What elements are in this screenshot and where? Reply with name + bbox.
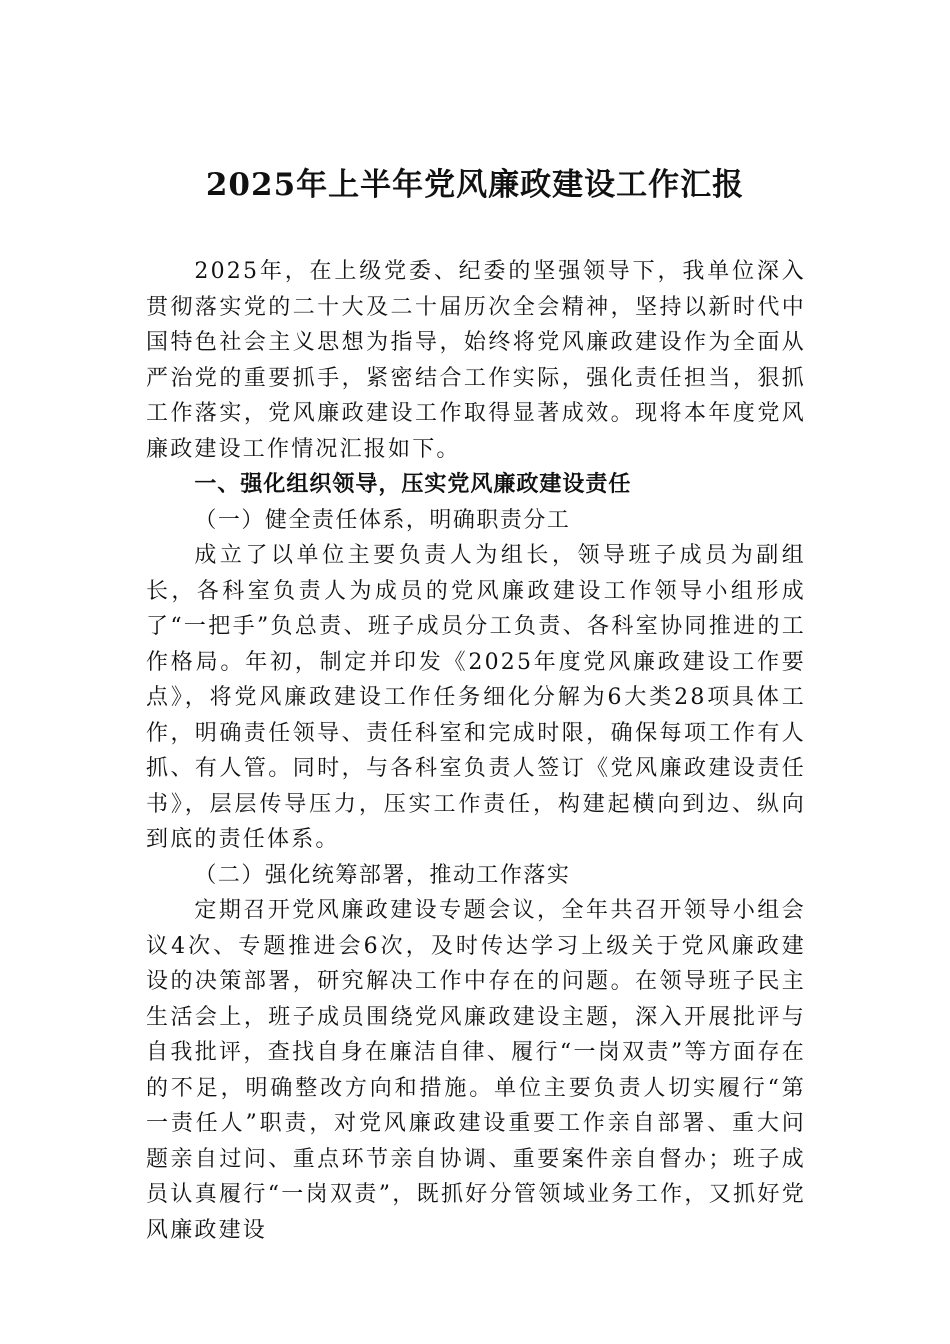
subsection-heading-2: （二）强化统筹部署，推动工作落实	[194, 862, 571, 888]
intro-paragraph: 2025年，在上级党委、纪委的坚强领导下，我单位深入贯彻落实党的二十大及二十届历次全会精神，坚持以新时代中国特色社会主义思想为指导，始终将党风廉政建设作为全面从严治党的重要抓手，紧密结合工作实际，强化责任担当，狠抓工作落实，党风廉政建设工作取得显著成效。现将本年度党风廉政建设工作情况汇报如下。	[146, 259, 806, 462]
subsection-heading-1: （一）健全责任体系，明确职责分工	[194, 507, 571, 533]
section-heading-1: 一、强化组织领导，压实党风廉政建设责任	[194, 471, 632, 497]
subsection-paragraph-2: 定期召开党风廉政建设专题会议，全年共召开领导小组会议4次、专题推进会6次，及时传达学习上级关于党风廉政建设的决策部署，研究解决工作中存在的问题。在领导班子民主生活会上，班子成员围绕党风廉政建设主题，深入开展批评与自我批评，查找自身在廉洁自律、履行“一岗双责”等方面存在的不足，明确整改方向和措施。单位主要负责人切实履行“第一责任人”职责，对党风廉政建设重要工作亲自部署、重大问题亲自过问、重点环节亲自协调、重要案件亲自督办；班子成员认真履行“一岗双责”，既抓好分管领域业务工作，又抓好党风廉政建设	[146, 898, 806, 1243]
document-title: 2025年上半年党风廉政建设工作汇报	[205, 167, 745, 203]
subsection-paragraph-1: 成立了以单位主要负责人为组长，领导班子成员为副组长，各科室负责人为成员的党风廉政建设工作领导小组形成了“一把手”负总责、班子成员分工负责、各科室协同推进的工作格局。年初，制定并印发《2025年度党风廉政建设工作要点》，将党风廉政建设工作任务细化分解为6大类28项具体工作，明确责任领导、责任科室和完成时限，确保每项工作有人抓、有人管。同时，与各科室负责人签订《党风廉政建设责任书》，层层传导压力，压实工作责任，构建起横向到边、纵向到底的责任体系。	[146, 543, 806, 852]
document-body	[146, 254, 806, 1248]
